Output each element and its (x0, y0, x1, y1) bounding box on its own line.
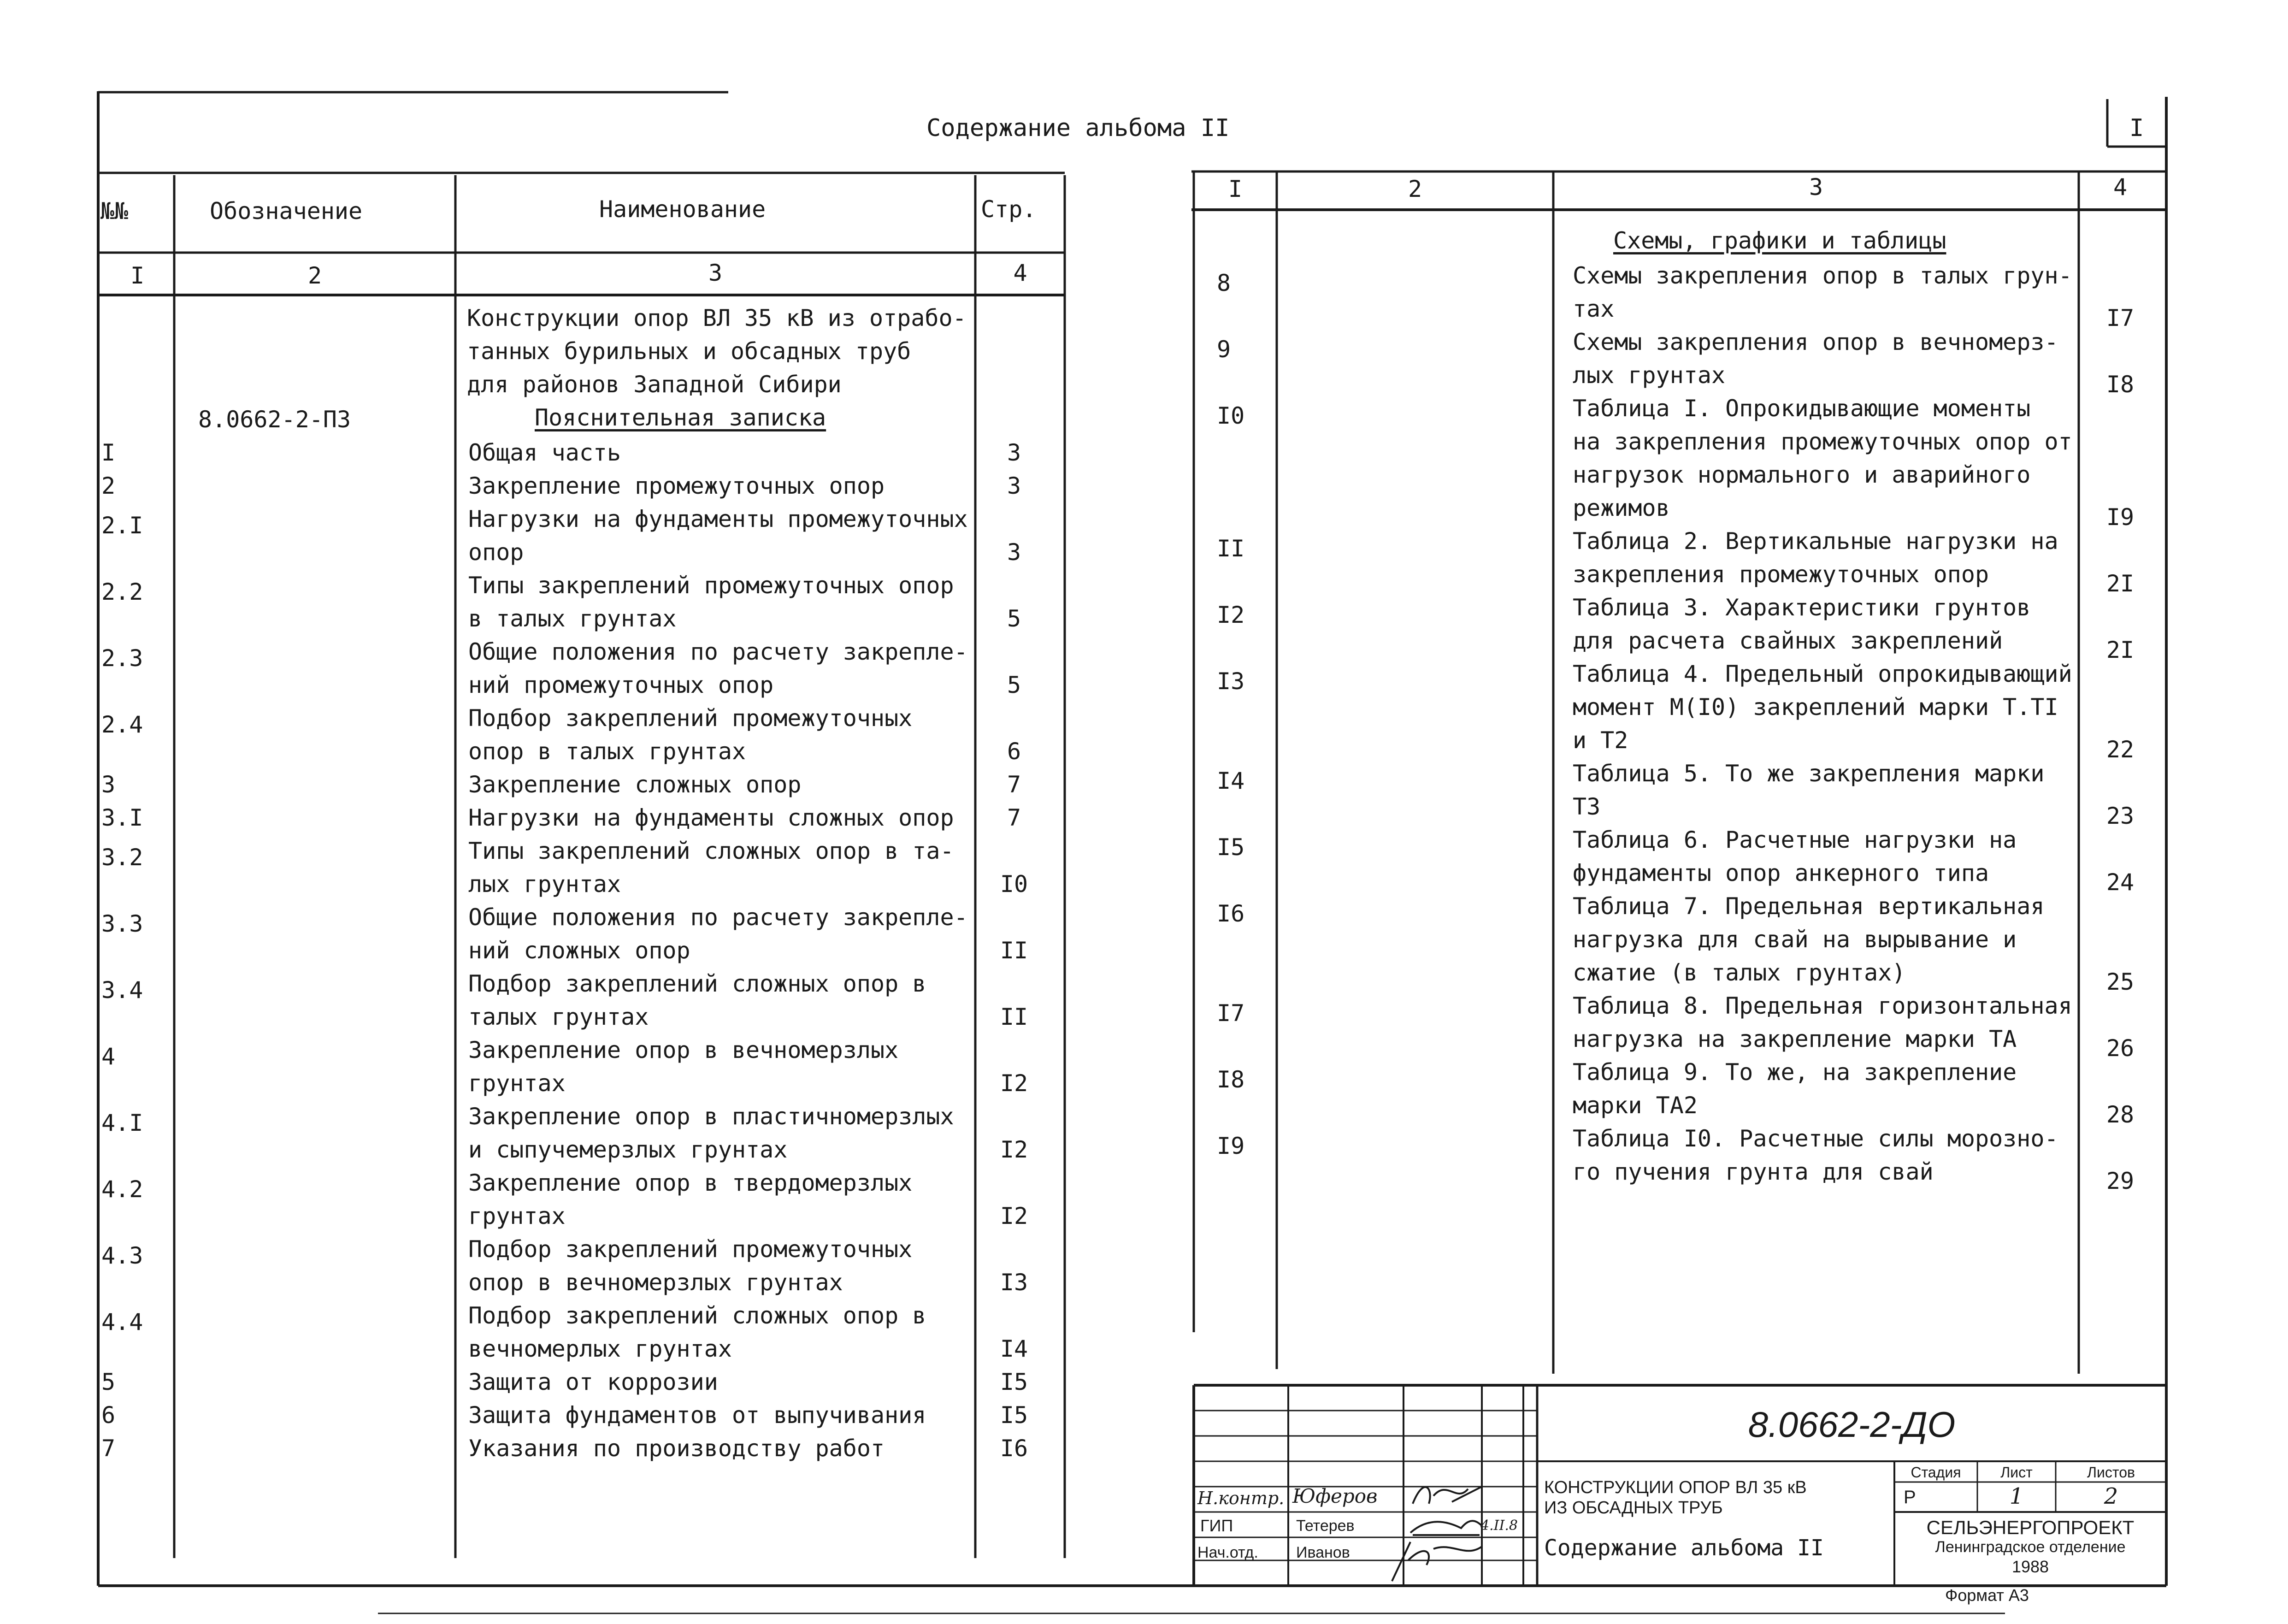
left-row-page: 7 (1007, 804, 1021, 831)
right-row-page: 26 (2106, 1035, 2135, 1062)
right-row-page: 29 (2106, 1168, 2135, 1194)
left-row-name-line: Защита от коррозии (468, 1369, 718, 1395)
sheet-title: Содержание альбома II (1544, 1535, 1824, 1561)
right-row-name-line: режимов (1573, 495, 1670, 521)
right-row-name-line: для расчета свайных закреплений (1573, 627, 2003, 654)
left-col-number-2: 2 (307, 262, 322, 289)
intro-line-1: Конструкции опор ВЛ 35 кВ из отрабо- (467, 305, 967, 331)
left-col-number-1: I (130, 262, 145, 289)
right-row-page: 24 (2106, 869, 2135, 896)
left-row-number: 6 (101, 1402, 116, 1429)
left-row-name-line: Закрепление опор в вечномерзлых (468, 1037, 899, 1063)
left-row-name-line: Закрепление опор в пластичномерзлых (468, 1103, 954, 1130)
right-col-number-1: I (1228, 176, 1243, 202)
right-row-number: I6 (1217, 900, 1245, 927)
right-row-name-line: фундаменты опор анкерного типа (1573, 860, 1989, 886)
right-row-number: 9 (1217, 336, 1231, 363)
left-row-number: 3.3 (101, 910, 143, 937)
name-chief-engineer: Тетерев (1296, 1517, 1355, 1535)
left-row-page: I4 (1000, 1335, 1028, 1362)
right-section-title: Схемы, графики и таблицы (1613, 227, 1946, 254)
left-row-name-line: Закрепление сложных опор (468, 771, 802, 798)
right-row-number: I8 (1217, 1066, 1245, 1093)
intro-line-3: для районов Западной Сибири (467, 371, 842, 398)
right-row-number: I9 (1217, 1133, 1245, 1159)
left-row-name-line: и сыпучемерзлых грунтах (468, 1136, 788, 1163)
left-col-number-4: 4 (1013, 260, 1027, 286)
left-row-page: I2 (1000, 1203, 1028, 1229)
right-col-number-4: 4 (2113, 174, 2128, 201)
right-row-page: I8 (2106, 371, 2135, 398)
left-row-number: 4.3 (101, 1242, 143, 1269)
right-row-page: 28 (2106, 1101, 2135, 1128)
name-dept-head: Иванов (1296, 1544, 1350, 1561)
right-row-number: II (1217, 535, 1245, 562)
project-title-line-2: ИЗ ОБСАДНЫХ ТРУБ (1544, 1498, 1723, 1518)
left-row-name-line: ний сложных опор (468, 937, 690, 964)
left-row-name-line: вечномерлых грунтах (468, 1335, 732, 1362)
sheet-value: 1 (2009, 1483, 2024, 1509)
org-branch: Ленинградское отделение (1935, 1538, 2126, 1556)
right-row-number: I7 (1217, 1000, 1245, 1027)
left-row-name-line: в талых грунтах (468, 605, 677, 632)
left-row-number: 7 (101, 1435, 116, 1462)
right-row-name-line: го пучения грунта для свай (1573, 1158, 1934, 1185)
album-title: Содержание альбома II (926, 114, 1230, 142)
left-row-name-line: талых грунтах (468, 1004, 649, 1030)
right-row-name-line: Схемы закрепления опор в вечномерз- (1573, 329, 2058, 355)
left-row-name-line: Подбор закреплений сложных опор в (468, 1302, 926, 1329)
format-label: Формат А3 (1945, 1586, 2029, 1605)
right-row-name-line: нагрузка на закрепление марки ТА (1573, 1026, 2017, 1052)
left-row-name-line: Типы закреплений промежуточных опор (468, 572, 954, 599)
intro-line-2: танных бурильных и обсадных труб (467, 338, 911, 365)
right-row-name-line: Т3 (1573, 793, 1601, 820)
note-code: 8.0662-2-ПЗ (198, 406, 351, 433)
left-row-name-line: грунтах (468, 1203, 566, 1229)
signature-chief-engineer (1410, 1521, 1482, 1535)
left-row-page: 5 (1007, 605, 1021, 632)
left-row-number: 3.I (101, 804, 143, 831)
project-title-line-1: КОНСТРУКЦИИ ОПОР ВЛ 35 кВ (1544, 1478, 1807, 1497)
left-row-number: 2.3 (101, 645, 143, 672)
left-row-number: 2.2 (101, 579, 143, 605)
left-row-name-line: Подбор закреплений промежуточных (468, 1236, 913, 1263)
right-row-name-line: Таблица 2. Вертикальные нагрузки на (1573, 528, 2058, 555)
left-row-page: I5 (1000, 1369, 1028, 1395)
name-norm-control: Юферов (1292, 1485, 1378, 1507)
org-name: СЕЛЬЭНЕРГОПРОЕКТ (1926, 1517, 2135, 1538)
left-row-page: 3 (1007, 539, 1021, 566)
right-col-number-3: 3 (1809, 174, 1823, 201)
left-row-name-line: грунтах (468, 1070, 566, 1097)
right-row-name-line: Таблица 6. Расчетные нагрузки на (1573, 827, 2017, 853)
left-row-name-line: опор в вечномерзлых грунтах (468, 1269, 843, 1296)
left-row-number: 2 (101, 472, 116, 499)
left-row-number: 4.I (101, 1110, 143, 1136)
left-row-number: 2.I (101, 512, 143, 539)
left-row-number: 3.2 (101, 844, 143, 871)
left-col-number-3: 3 (708, 260, 723, 286)
left-row-page: 6 (1007, 738, 1021, 765)
right-row-name-line: сжатие (в талых грунтах) (1573, 959, 1906, 986)
right-col-number-2: 2 (1408, 176, 1422, 202)
right-row-number: 8 (1217, 270, 1231, 296)
left-row-number: 4.4 (101, 1309, 143, 1335)
left-row-name-line: опор в талых грунтах (468, 738, 746, 765)
left-row-page: I2 (1000, 1136, 1028, 1163)
header-designation: Обозначение (210, 198, 363, 224)
left-row-name-line: лых грунтах (468, 871, 621, 898)
right-row-number: I3 (1217, 668, 1245, 695)
right-row-name-line: и Т2 (1573, 727, 1628, 754)
role-norm-control: Н.контр. (1197, 1488, 1285, 1508)
stage-value: Р (1904, 1487, 1916, 1507)
left-row-name-line: Подбор закреплений промежуточных (468, 705, 913, 732)
left-row-number: I (101, 439, 116, 466)
right-row-name-line: нагрузок нормального и аварийного (1573, 461, 2031, 488)
right-row-name-line: момент М(I0) закреплений марки Т.ТI (1573, 694, 2058, 720)
right-row-number: I2 (1217, 602, 1245, 628)
right-row-page: 2I (2106, 637, 2135, 663)
role-dept-head: Нач.отд. (1197, 1544, 1258, 1561)
left-row-name-line: опор (468, 539, 524, 566)
left-row-number: 4 (101, 1043, 116, 1070)
right-row-page: 25 (2106, 968, 2135, 995)
left-row-page: 3 (1007, 472, 1021, 499)
left-row-name-line: Указания по производству работ (468, 1435, 885, 1462)
right-row-name-line: нагрузка для свай на вырывание и (1573, 926, 2017, 953)
left-row-page: I5 (1000, 1402, 1028, 1429)
right-row-name-line: Схемы закрепления опор в талых грун- (1573, 262, 2072, 289)
left-row-page: I3 (1000, 1269, 1028, 1296)
doc-code: 8.0662-2-ДО (1748, 1404, 1956, 1445)
left-row-page: I2 (1000, 1070, 1028, 1097)
header-name: Наименование (599, 196, 766, 223)
left-row-page: 7 (1007, 771, 1021, 798)
header-num: №№ (100, 198, 129, 224)
right-row-page: I9 (2106, 504, 2135, 531)
right-row-name-line: Таблица 9. То же, на закрепление (1573, 1059, 2017, 1086)
right-row-name-line: Таблица I0. Расчетные силы морозно- (1573, 1125, 2058, 1152)
right-row-name-line: тах (1573, 295, 1615, 322)
right-row-page: 22 (2106, 736, 2135, 763)
left-row-name-line: Подбор закреплений сложных опор в (468, 970, 926, 997)
signature-norm-control (1413, 1487, 1482, 1504)
left-row-page: 5 (1007, 672, 1021, 698)
right-row-name-line: Таблица 4. Предельный опрокидывающий (1573, 661, 2072, 687)
right-row-name-line: Таблица 5. То же закрепления марки (1573, 760, 2045, 787)
left-row-name-line: Закрепление промежуточных опор (468, 472, 885, 499)
left-row-page: II (1000, 1004, 1028, 1030)
sheet-corner-number: I (2129, 114, 2144, 142)
left-row-name-line: Нагрузки на фундаменты промежуточных (468, 506, 968, 532)
date-chief-engineer: 4.II.8 (1480, 1518, 1518, 1534)
right-row-name-line: Таблица I. Опрокидывающие моменты (1573, 395, 2031, 422)
note-title: Пояснительная записка (535, 404, 826, 431)
left-row-page: I6 (1000, 1435, 1028, 1462)
left-row-number: 4.2 (101, 1176, 143, 1203)
right-row-number: I0 (1217, 402, 1245, 429)
right-row-page: I7 (2106, 305, 2135, 331)
right-row-name-line: Таблица 7. Предельная вертикальная (1573, 893, 2045, 920)
left-row-name-line: Защита фундаментов от выпучивания (468, 1402, 926, 1429)
left-row-number: 5 (101, 1369, 116, 1395)
header-page: Стр. (981, 196, 1037, 223)
right-row-name-line: на закрепления промежуточных опор от (1573, 428, 2072, 455)
right-row-name-line: Таблица 3. Характеристики грунтов (1573, 594, 2031, 621)
left-row-number: 3.4 (101, 977, 143, 1004)
left-row-page: I0 (1000, 871, 1028, 898)
left-row-name-line: Общие положения по расчету закрепле- (468, 638, 968, 665)
left-row-name-line: Общая часть (468, 439, 621, 466)
right-row-name-line: закрепления промежуточных опор (1573, 561, 1989, 588)
role-chief-engineer: ГИП (1200, 1516, 1233, 1535)
right-row-number: I5 (1217, 834, 1245, 861)
signature-dept-head (1392, 1542, 1482, 1581)
right-row-name-line: Таблица 8. Предельная горизонтальная (1573, 992, 2072, 1019)
stage-label: Стадия (1911, 1464, 1961, 1481)
right-row-page: 2I (2106, 570, 2135, 597)
left-row-name-line: Нагрузки на фундаменты сложных опор (468, 804, 954, 831)
right-row-number: I4 (1217, 768, 1245, 794)
left-row-page: 3 (1007, 439, 1021, 466)
left-row-number: 3 (101, 771, 116, 798)
left-row-number: 2.4 (101, 711, 143, 738)
left-row-name-line: Закрепление опор в твердомерзлых (468, 1169, 913, 1196)
right-row-name-line: лых грунтах (1573, 362, 1726, 389)
sheets-value: 2 (2104, 1483, 2118, 1509)
sheet-label: Лист (2000, 1464, 2033, 1481)
left-row-page: II (1000, 937, 1028, 964)
left-row-name-line: Типы закреплений сложных опор в та- (468, 838, 954, 864)
right-row-name-line: марки ТА2 (1573, 1092, 1698, 1119)
left-row-name-line: ний промежуточных опор (468, 672, 774, 698)
sheets-label: Листов (2087, 1464, 2135, 1481)
left-row-name-line: Общие положения по расчету закрепле- (468, 904, 968, 931)
right-row-page: 23 (2106, 803, 2135, 829)
year: 1988 (2011, 1557, 2049, 1576)
